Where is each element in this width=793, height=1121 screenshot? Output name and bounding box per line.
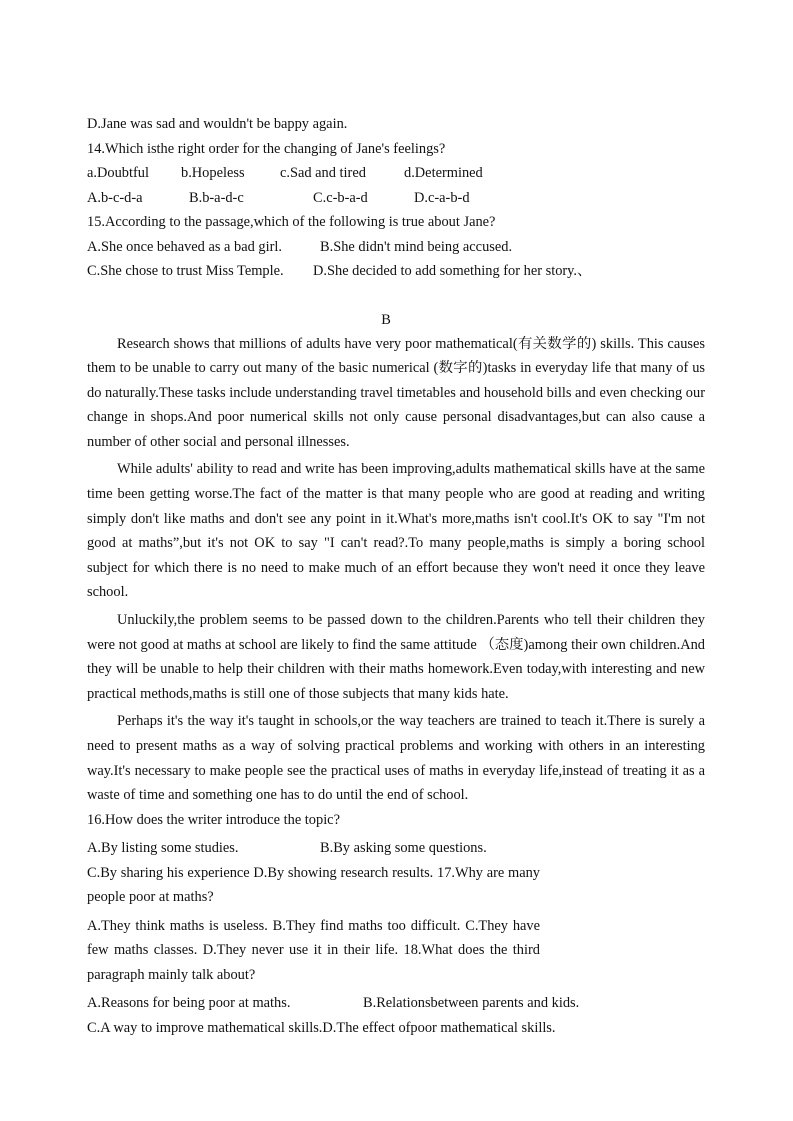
q15-question: 15.According to the passage,which of the following is true about Jane? — [87, 214, 496, 230]
q15-option-d: D.She decided to add something for her story.、 — [313, 263, 592, 279]
q18-option-b: B.Relationsbetween parents and kids. — [363, 995, 580, 1012]
q16-question: 16.How does the writer introduce the topic? — [87, 811, 340, 828]
q14-options — [87, 186, 705, 211]
q14-question: 14.Which isthe right order for the changing of Jane's feelings? — [87, 140, 446, 157]
q16-option-a: A.By listing some studies. — [87, 840, 239, 857]
q15-option-a: A.She once behaved as a bad girl. — [87, 238, 283, 255]
q14-option-a: A.b-c-d-a — [87, 189, 143, 206]
q14-option-b: B.b-a-d-c — [189, 189, 244, 206]
worksheet-page — [87, 112, 705, 1040]
q14-feeling-d: d.Determined — [404, 165, 483, 181]
q18-options-ab — [87, 991, 705, 1016]
q15-options-cd — [87, 259, 705, 284]
q16-q17-block: C.By sharing his experience D.By showing research results. 17.Why are many people poor at maths? — [87, 864, 540, 906]
q14-feelings — [87, 161, 705, 186]
passage-paragraph-3: Unluckily,the problem seems to be passed down to the children.Parents who tell their children they were not good at maths at school are likely to find the same attitude （态度)among their own children.And they will be unable to help their children with their maths homework.Even today,with interesting and new practical methods,maths is still one of those subjects that many kids hate. — [87, 612, 705, 702]
q16-options-ab — [87, 836, 705, 861]
q16-option-b: B.By asking some questions. — [320, 840, 487, 857]
q13-option-d: D.Jane was sad and wouldn't be bappy again. — [87, 116, 348, 132]
q14-feeling-c: c.Sad and tired — [280, 165, 366, 181]
q18-option-a: A.Reasons for being poor at maths. — [87, 995, 291, 1012]
q14-feeling-a: a.Doubtful — [87, 165, 149, 181]
q14-option-c: C.c-b-a-d — [313, 189, 368, 206]
q18-options-cd: C.A way to improve mathematical skills.D.The effect ofpoor mathematical skills. — [87, 1019, 556, 1036]
q15-option-b: B.She didn't mind being accused. — [320, 238, 513, 255]
q14-feeling-b: b.Hopeless — [181, 165, 245, 181]
section-heading: B — [381, 311, 391, 328]
q15-options-ab — [87, 235, 705, 260]
passage-paragraph-1: Research shows that millions of adults have very poor mathematical(有关数学的) skills. This causes them to be unable to carry out many of the basic numerical (数字的)tasks in everyday life that many of us do naturally.These tasks include understanding travel timetables and household bills and even checking our change in shops.And poor numerical skills not only cause personal disadvantages,but can also cause a number of other social and personal illnesses. — [87, 335, 705, 450]
q15-option-c: C.She chose to trust Miss Temple. — [87, 263, 284, 279]
passage-paragraph-2: While adults' ability to read and write has been improving,adults mathematical skills have at the same time been getting worse.The fact of the matter is that many people who are good at reading and writing simply don't like maths and don't see any point in it.What's more,maths isn't cool.It's OK to say "I'm not good at maths”,but it's not OK to say "I can't read?.To many people,maths is simply a boring school subject for which there is no need to make much of an effort because they won't need it once they leave school. — [87, 461, 705, 601]
q17-q18-block: A.They think maths is useless. B.They find maths too difficult. C.They have few maths classes. D.They never use it in their life. 18.What does the third paragraph mainly talk about? — [87, 917, 540, 983]
passage-paragraph-4: Perhaps it's the way it's taught in schools,or the way teachers are trained to teach it.There is surely a need to present maths as a way of solving practical problems and working with others in an interesting way.It's necessary to make people see the practical uses of maths in everyday life,instead of treating it as a waste of time and something one has to do until the end of school. — [87, 713, 705, 804]
q14-option-d: D.c-a-b-d — [414, 189, 470, 206]
